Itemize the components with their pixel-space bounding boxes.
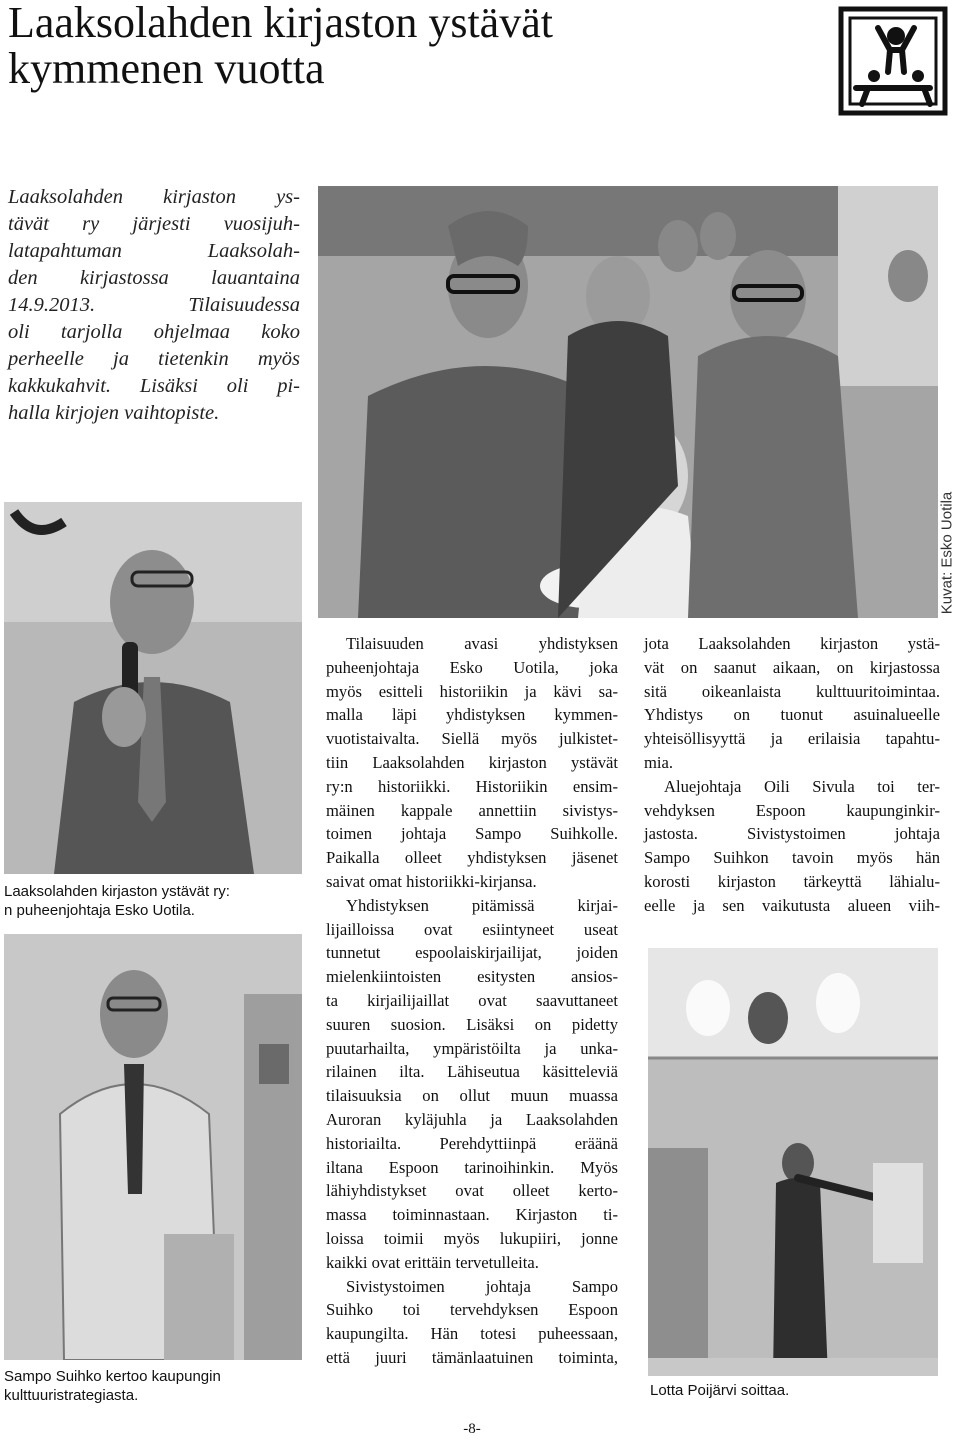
photo-violinist <box>648 948 938 1376</box>
headline-line-1: Laaksolahden kirjaston ystävät <box>8 0 553 47</box>
caption-violinist: Lotta Poijärvi soittaa. <box>650 1382 790 1399</box>
photo-audience <box>318 186 938 618</box>
photo-chairman <box>4 502 302 874</box>
caption-speaker: Sampo Suihko kertoo kaupungin kulttuuristrategiasta. <box>4 1368 221 1404</box>
library-friends-logo <box>838 6 948 116</box>
photo-credit: Kuvat: Esko Uotila <box>938 491 956 615</box>
caption-chairman: Laaksolahden kirjaston ystävät ry: n puheenjohtaja Esko Uotila. <box>4 883 230 919</box>
headline-line-2: kymmenen vuotta <box>8 44 325 93</box>
body-column-middle: Tilaisuuden avasi yhdistyksen puheenjohtaja Esko Uotila, joka myös esitteli historiikin ja kävi sa- malla läpi yhdistyksen kymmen- vuotistaivalta. Siellä myös julkistet- tiin Laaksolahden kirjaston ystävät ry:n historiikki. Historiikin ensim- mäinen kappale annettiin sivistys- toimen johtaja Sampo Suihkolle. Paikalla olleet yhdistyksen jäsenet saivat omat historiikki-kirjansa. Yhdistyksen pitämissä kirjai- lijailloissa ovat esiintyneet useat tunnetut espoolaiskirjailijat, joiden mielenkiintoisten esitysten ansios- ta kirjailijaillat ovat saavuttaneet suuren suosion. Lisäksi on pidetty puutarhailta, ympäristöilta ja unka- rilainen ilta. Lähiseutua käsitteleviä tilaisuuksia on ollut muun muassa Auroran kyläjuhla ja Laaksolahden historiailta. Perehdyttiinpä eräänä iltana Espoon tarinoihinkin. Myös lähiyhdistykset ovat olleet kerto- massa toiminnastaan. Kirjaston ti- loissa toimii myös lukupiiri, jonne kaikki ovat erittäin tervetulleita. Sivistystoimen johtaja Sampo Suihko toi tervehdyksen Espoon kaupungilta. Hän totesi puheessaan, että juuri tämänlaatuinen toiminta, <box>326 634 618 1367</box>
photo-speaker <box>4 934 302 1360</box>
page-number: -8- <box>463 1421 481 1437</box>
article-headline <box>8 0 808 92</box>
body-column-right: jota Laaksolahden kirjaston ystä- vät on saanut aikaan, on kirjastossa sitä oikeanlaista kulttuuritoimintaa. Yhdistys on tuonut asuinalueelle yhteisöllisyyttä ja erilaisia tapahtu- mia. Aluejohtaja Oili Sivula toi ter- vehdyksen Espoon kaupunginkir- jastosta. Sivistystoimen johtaja Sampo Suihkon tavoin myös hän korosti kirjaston tärkeyttä lähialu- eelle ja sen vaikutusta alueen viih- <box>644 634 940 915</box>
intro-paragraph: Laaksolahden kirjaston ys- tävät ry järjesti vuosijuh- latapahtuman Laaksolah- den kirjastossa lauantaina 14.9.2013. Tilaisuudessa oli tarjolla ohjelmaa koko perheelle ja tietenkin myös kakkukahvit. Lisäksi oli pi- halla kirjojen vaihtopiste. <box>8 186 300 424</box>
